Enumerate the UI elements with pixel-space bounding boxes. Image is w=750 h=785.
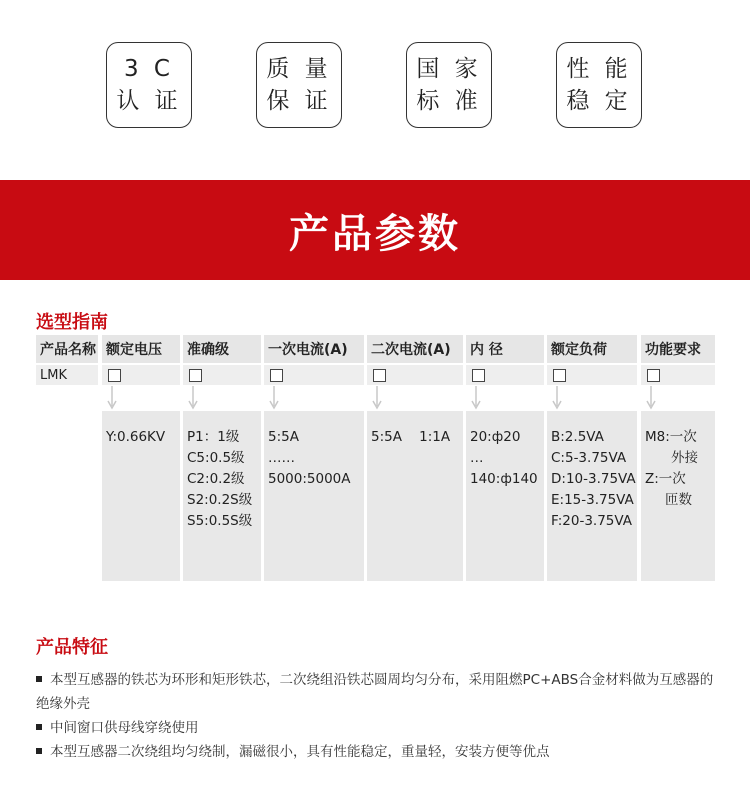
arrow-down-icon [269,386,279,410]
selection-guide-title: 选型指南 [36,312,108,333]
badge-national-standard [406,42,492,128]
value-line: S5:0.5S级 [187,513,253,529]
checkbox[interactable] [373,369,386,382]
values-primary-current [264,411,364,581]
arrow-down-icon [188,386,198,410]
header-product-name: 产品名称 [36,335,98,363]
value-line: 20:ф20 [470,429,521,445]
checkbox-cell-primary [264,365,364,385]
header-secondary-current: 二次电流(A) [367,335,463,363]
value-line: 外接 [671,450,698,466]
arrow-down-icon [552,386,562,410]
header-inner-diameter: 内 径 [466,335,544,363]
features-title: 产品特征 [36,637,108,658]
header-primary-current: 一次电流(A) [264,335,364,363]
feature-item [36,740,726,764]
value-line: 5000:5000A [268,471,351,487]
value-line: Z:一次 [645,471,686,487]
badge-stable-performance [556,42,642,128]
value-line: … [470,450,484,466]
checkbox-cell-voltage [102,365,180,385]
feature-text: 中间窗口供母线穿绕使用 [50,720,199,736]
value-line: C5:0.5级 [187,450,245,466]
feature-text: 本型互感器的铁芯为环形和矩形铁芯，二次绕组沿铁芯圆周均匀分布，采用阻燃PC+ABS合金材料做为互感器的绝缘外壳 [36,672,714,712]
value-line: F:20-3.75VA [551,513,632,529]
checkbox-cell-accuracy [183,365,261,385]
value-line: S2:0.2S级 [187,492,253,508]
value-line: C:5-3.75VA [551,450,627,466]
value-line: 5:5A [268,429,299,445]
feature-item [36,716,726,740]
header-function: 功能要求 [641,335,715,363]
badge-line2: 稳 定 [566,88,632,114]
header-accuracy-class: 准确级 [183,335,261,363]
value-line: E:15-3.75VA [551,492,634,508]
arrow-down-icon [471,386,481,410]
feature-item [36,668,726,716]
badge-line1: 国 家 [416,56,482,82]
arrow-down-icon [107,386,117,410]
value-line: 140:ф140 [470,471,538,487]
checkbox-cell-burden [547,365,637,385]
checkbox-cell-function [641,365,715,385]
badge-line2: 认 证 [116,88,182,114]
value-line: C2:0.2级 [187,471,245,487]
value-line: …… [268,450,295,466]
badge-line2: 标 准 [416,88,482,114]
header-rated-voltage: 额定电压 [102,335,180,363]
checkbox[interactable] [647,369,660,382]
value-line: 5:5A 1:1A [371,429,451,445]
checkbox-cell-secondary [367,365,463,385]
arrow-down-icon [646,386,656,410]
checkbox[interactable] [108,369,121,382]
checkbox-cell-diameter [466,365,544,385]
values-accuracy-class [183,411,261,581]
values-secondary-current [367,411,463,581]
badge-quality [256,42,342,128]
badge-line1: 质 量 [266,56,332,82]
feature-text: 本型互感器二次绕组均匀绕制，漏磁很小，具有性能稳定，重量轻，安装方便等优点 [50,744,550,760]
values-rated-burden [547,411,637,581]
checkbox[interactable] [553,369,566,382]
checkbox[interactable] [472,369,485,382]
header-rated-burden: 额定负荷 [547,335,637,363]
checkbox[interactable] [270,369,283,382]
checkbox[interactable] [189,369,202,382]
values-inner-diameter [466,411,544,581]
bullet-icon [36,676,42,682]
badge-3c [106,42,192,128]
bullet-icon [36,724,42,730]
arrow-down-icon [372,386,382,410]
model-cell: LMK [36,365,98,385]
value-line: D:10-3.75VA [551,471,636,487]
value-line: B:2.5VA [551,429,604,445]
banner-title: 产品参数 [289,210,461,257]
badge-line1: 性 能 [566,56,632,82]
badge-line2: 保 证 [266,88,332,114]
badge-line1: 3 C [123,56,174,82]
value-line: P1：1级 [187,429,240,445]
value-line: 匝数 [665,492,692,508]
bullet-icon [36,748,42,754]
values-rated-voltage [102,411,180,581]
value-line: Y:0.66KV [106,429,166,445]
parameters-banner [0,180,750,280]
values-function [641,411,715,581]
value-line: M8:一次 [645,429,697,445]
